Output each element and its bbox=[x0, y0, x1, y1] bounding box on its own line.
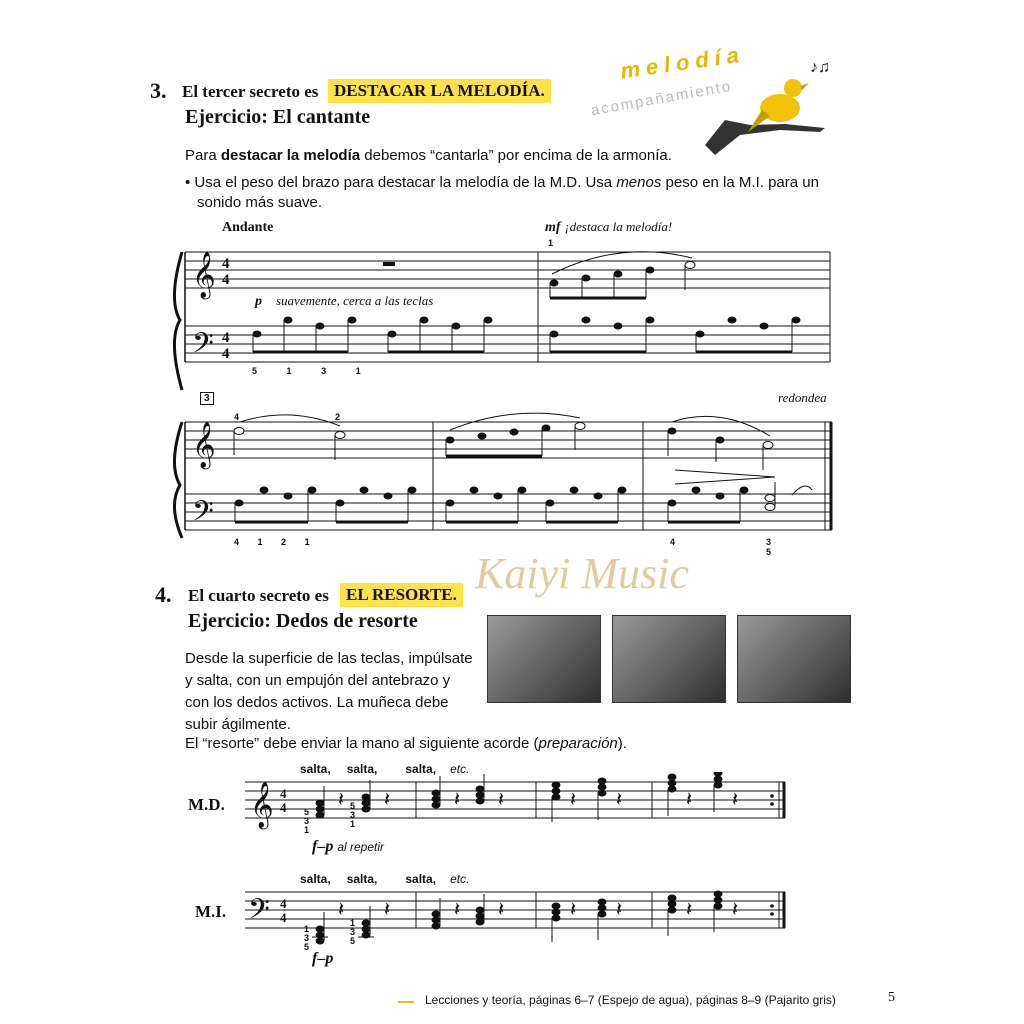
svg-text:4: 4 bbox=[222, 346, 230, 362]
paragraph-preparacion: El “resorte” debe enviar la mano al siguiente acorde (preparación). bbox=[185, 735, 627, 752]
tempo-andante: Andante bbox=[222, 220, 274, 235]
svg-text:4: 4 bbox=[222, 256, 230, 272]
section-4-number: 4. bbox=[155, 582, 172, 607]
section-4-intro: El cuarto secreto es bbox=[188, 586, 329, 605]
salta-row-mi: salta, salta, salta, etc. bbox=[300, 872, 470, 886]
photo-hand-2 bbox=[612, 615, 726, 703]
section-3-number: 3. bbox=[150, 78, 167, 103]
melodia-art-text: melodía bbox=[618, 41, 747, 84]
fingering-bass-1: 5 1 3 1 bbox=[252, 366, 361, 376]
svg-text:𝄽: 𝄽 bbox=[732, 899, 739, 921]
svg-text:𝄽: 𝄽 bbox=[498, 899, 505, 921]
dynamic-f-p-md: f–p al repetir bbox=[312, 838, 385, 855]
svg-text:4: 4 bbox=[280, 800, 287, 815]
svg-text:𝄢: 𝄢 bbox=[248, 895, 270, 932]
svg-text:𝄽: 𝄽 bbox=[498, 789, 505, 811]
salta-row-md: salta, salta, salta, etc. bbox=[300, 762, 470, 776]
music-system-mi bbox=[240, 878, 790, 958]
fingering-md-2: 5 3 1 bbox=[350, 801, 356, 829]
finger-2: 2 bbox=[335, 412, 341, 422]
section-3-intro: El tercer secreto es bbox=[182, 82, 319, 101]
exercise-title-resorte: Ejercicio: Dedos de resorte bbox=[188, 610, 418, 632]
fingering-bass-2: 4 1 2 1 bbox=[234, 537, 310, 547]
bullet-brazo-line2: sonido más suave. bbox=[197, 194, 323, 211]
svg-text:𝄢: 𝄢 bbox=[192, 329, 214, 366]
svg-text:𝄞: 𝄞 bbox=[192, 422, 216, 467]
svg-text:𝄞: 𝄞 bbox=[192, 252, 216, 297]
redondea-label: redondea bbox=[778, 390, 827, 405]
page-number: 5 bbox=[888, 990, 895, 1005]
label-mi: M.I. bbox=[195, 902, 227, 921]
section-3-highlight: DESTACAR LA MELODÍA. bbox=[328, 79, 551, 103]
svg-text:𝄽: 𝄽 bbox=[570, 789, 577, 811]
music-system-2 bbox=[160, 410, 850, 550]
fingering-mi-2: 1 3 5 bbox=[350, 918, 356, 946]
dynamic-mf: mf ¡destaca la melodía! bbox=[545, 219, 673, 235]
music-system-1 bbox=[160, 240, 850, 410]
svg-text:4: 4 bbox=[280, 910, 287, 925]
dynamic-p: p suavemente, cerca a las teclas bbox=[255, 293, 434, 309]
svg-text:4: 4 bbox=[280, 896, 287, 911]
svg-text:4: 4 bbox=[222, 330, 230, 346]
watermark-text: Kaiyi Music bbox=[475, 549, 689, 598]
svg-text:𝄽: 𝄽 bbox=[338, 899, 345, 921]
svg-text:𝄢: 𝄢 bbox=[192, 497, 214, 534]
paragraph-destacar: Para destacar la melodía debemos “cantarla” por encima de la armonía. bbox=[185, 147, 672, 164]
fingering-mi-1: 1 3 5 bbox=[304, 924, 310, 952]
svg-text:𝄽: 𝄽 bbox=[616, 789, 623, 811]
section-4-highlight: EL RESORTE. bbox=[340, 583, 463, 607]
photo-hand-3 bbox=[737, 615, 851, 703]
svg-text:𝄽: 𝄽 bbox=[454, 899, 461, 921]
svg-text:𝄽: 𝄽 bbox=[686, 899, 693, 921]
svg-text:𝄽: 𝄽 bbox=[454, 789, 461, 811]
photo-hand-1 bbox=[487, 615, 601, 703]
svg-text:𝄽: 𝄽 bbox=[570, 899, 577, 921]
measure-number-1: 1 bbox=[548, 238, 554, 248]
svg-text:𝄽: 𝄽 bbox=[616, 899, 623, 921]
svg-text:𝄽: 𝄽 bbox=[732, 789, 739, 811]
acompanamiento-art-text: acompañamiento bbox=[589, 77, 734, 120]
dynamic-f-p-mi: f–p bbox=[312, 950, 334, 967]
footer-accent-line bbox=[398, 1001, 414, 1003]
svg-text:𝄽: 𝄽 bbox=[686, 789, 693, 811]
measure-number-3: 3 bbox=[200, 392, 214, 405]
exercise-title-cantante: Ejercicio: El cantante bbox=[185, 106, 371, 128]
finger-last-4: 4 bbox=[670, 537, 676, 547]
finger-4: 4 bbox=[234, 412, 240, 422]
svg-text:4: 4 bbox=[222, 272, 230, 288]
label-md: M.D. bbox=[188, 795, 225, 814]
fingering-md-1: 5 3 1 bbox=[304, 807, 310, 835]
paragraph-resorte: Desde la superficie de las teclas, impúlsate y salta, con un empujón del antebrazo y con los dedos activos. La muñeca debe subir ágilmente. bbox=[185, 650, 473, 733]
footer-references: Lecciones y teoría, páginas 6–7 (Espejo de agua), páginas 8–9 (Pajarito gris) bbox=[425, 993, 836, 1007]
svg-text:♪♫: ♪♫ bbox=[810, 59, 830, 76]
svg-text:𝄽: 𝄽 bbox=[384, 899, 391, 921]
svg-text:4: 4 bbox=[280, 786, 287, 801]
svg-text:𝄽: 𝄽 bbox=[384, 789, 391, 811]
finger-chord-3-5: 3 5 bbox=[766, 537, 772, 557]
bullet-brazo: • Usa el peso del brazo para destacar la melodía de la M.D. Usa menos peso en la M.I. para un bbox=[185, 174, 819, 191]
svg-text:𝄞: 𝄞 bbox=[250, 782, 274, 827]
svg-text:𝄽: 𝄽 bbox=[338, 789, 345, 811]
music-system-md bbox=[240, 772, 790, 847]
